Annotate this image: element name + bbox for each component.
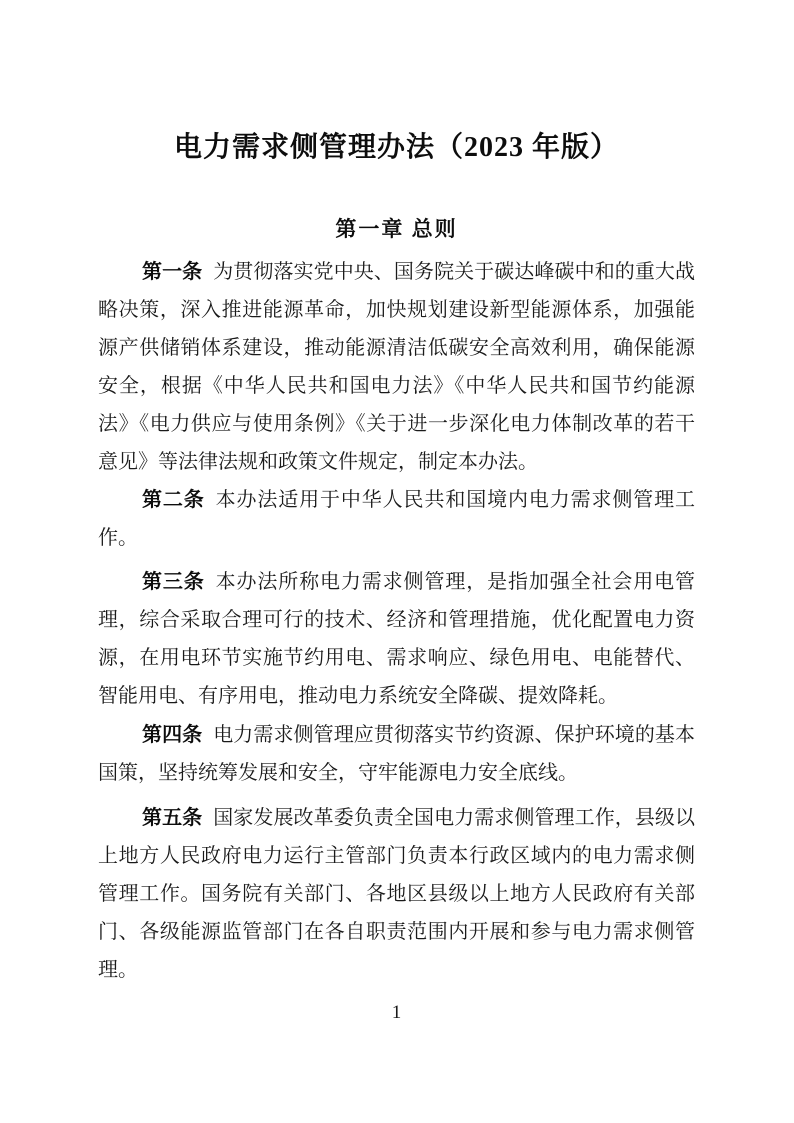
article-number: 第三条 (142, 571, 205, 593)
article-paragraph-1 (98, 253, 695, 481)
article-text: 本办法适用于中华人民共和国境内电力需求侧管理工作。 (98, 489, 696, 549)
article-paragraph-4 (98, 716, 695, 792)
page-number: 1 (391, 1002, 402, 1023)
article-number: 第一条 (142, 261, 203, 283)
article-text: 国家发展改革委负责全国电力需求侧管理工作，县级以上地方人民政府电力运行主管部门负责本行政区域内的电力需求侧管理工作。国务院有关部门、各地区县级以上地方人民政府有关部门、各级能源监管部门在各自职责范围内开展和参与电力需求侧管理。 (98, 807, 696, 981)
article-text: 本办法所称电力需求侧管理，是指加强全社会用电管理，综合采取合理可行的技术、经济和管理措施，优化配置电力资源，在用电环节实施节约用电、需求响应、绿色用电、电能替代、智能用电、有序用电，推动电力系统安全降碳、提效降耗。 (98, 571, 696, 707)
article-text: 电力需求侧管理应贯彻落实节约资源、保护环境的基本国策，坚持统筹发展和安全，守牢能源电力安全底线。 (98, 724, 696, 784)
article-number: 第四条 (142, 724, 203, 746)
article-number: 第二条 (142, 489, 205, 511)
article-text: 为贯彻落实党中央、国务院关于碳达峰碳中和的重大战略决策，深入推进能源革命，加快规划建设新型能源体系，加强能源产供储销体系建设，推动能源清洁低碳安全高效利用，确保能源安全，根据《中华人民共和国电力法》《中华人民共和国节约能源法》《电力供应与使用条例》《关于进一步深化电力体制改革的若干意见》等法律法规和政策文件规定，制定本办法。 (98, 261, 696, 473)
chapter-heading: 第一章 总则 (335, 217, 458, 241)
document-title: 电力需求侧管理办法（2023 年版） (173, 132, 619, 163)
article-paragraph-2 (98, 481, 695, 557)
article-list (98, 253, 695, 989)
article-paragraph-5 (98, 799, 695, 989)
article-number: 第五条 (142, 807, 203, 829)
article-paragraph-3 (98, 563, 695, 715)
